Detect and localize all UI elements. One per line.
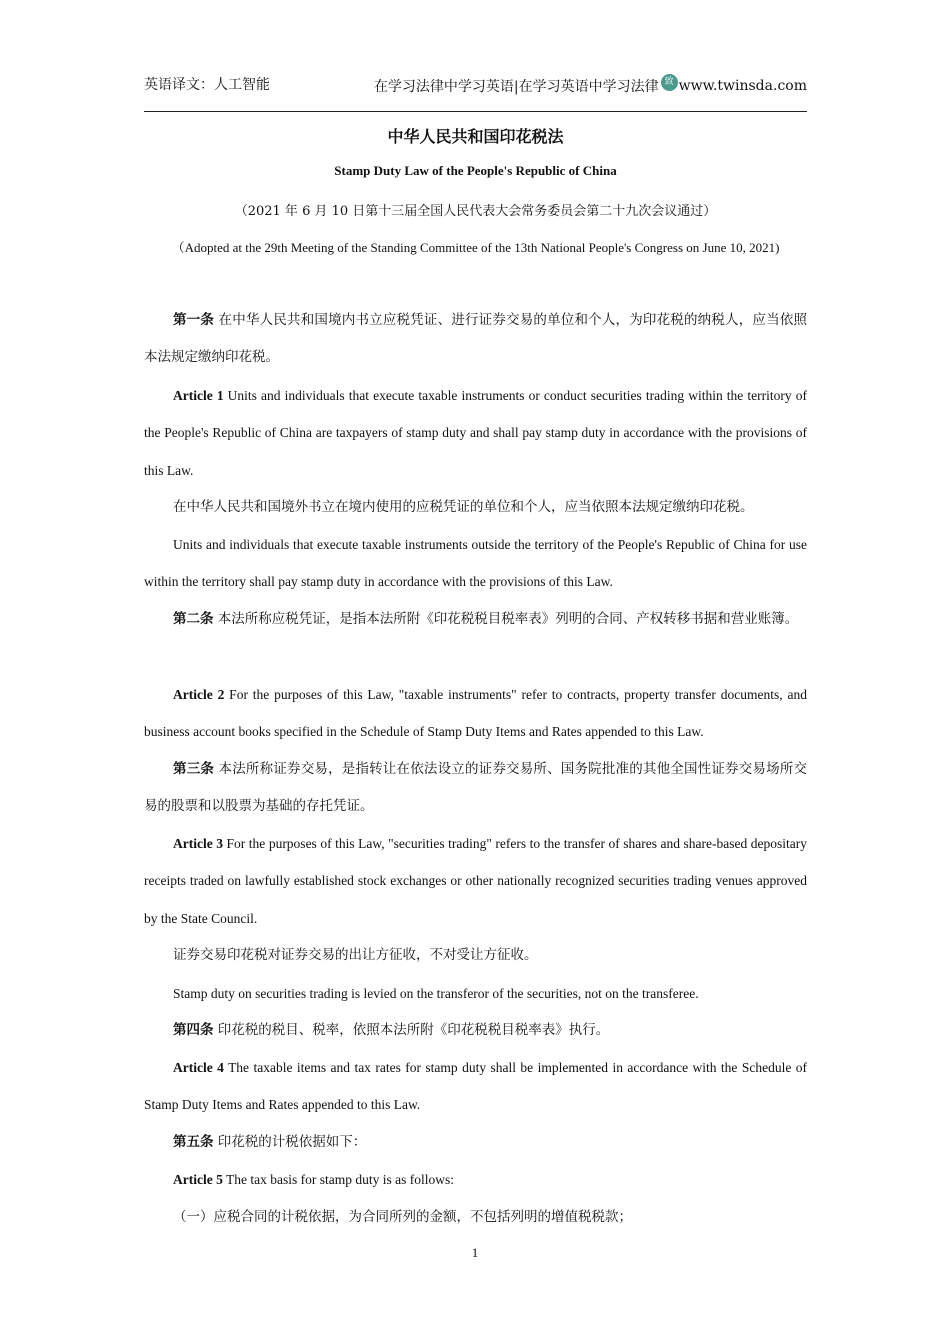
header-category: 英语译文：人工智能 <box>144 77 270 93</box>
page-number: 1 <box>471 1245 479 1260</box>
paragraph-3-2-en: Stamp duty on securities trading is levied on the transferor of the securities, not on the transferee. <box>173 986 699 1001</box>
adopted-note-en: （Adopted at the 29th Meeting of the Standing Committee of the 13th National People's Congress on June 10, 2021) <box>171 240 780 255</box>
paragraph-1-2-cn: 在中华人民共和国境外书立在境内使用的应税凭证的单位和个人，应当依照本法规定缴纳印花税。 <box>173 499 754 515</box>
paragraph-article-5-cn: 第五条 印花税的计税依据如下： <box>173 1134 367 1150</box>
paragraph-article-1-cn: 第一条 在中华人民共和国境内书立应税凭证、进行证券交易的单位和个人，为印花税的纳税人，应当依照本法规定缴纳印花税。 <box>144 312 808 366</box>
page-header <box>144 70 807 96</box>
paragraph-article-3-en: Article 3 For the purposes of this Law, "securities trading" refers to the transfer of shares and share-based depositary receipts traded on lawfully established stock exchanges or other nationally recognized securities trading venues approved by the State Council. <box>144 836 807 926</box>
title-en: Stamp Duty Law of the People's Republic of China <box>334 163 617 178</box>
paragraph-article-3-cn: 第三条 本法所称证券交易，是指转让在依法设立的证券交易所、国务院批准的其他全国性证券交易场所交易的股票和以股票为基础的存托凭证。 <box>144 761 808 815</box>
paragraph-article-4-cn: 第四条 印花税的税目、税率，依照本法所附《印花税税目税率表》执行。 <box>173 1022 610 1038</box>
header-url-link[interactable]: www.twinsda.com <box>678 77 807 94</box>
header-slogan <box>374 74 807 97</box>
title-cn: 中华人民共和国印花税法 <box>387 127 564 146</box>
adopted-note-cn: （2021 年 6 月 10 日第十三届全国人民代表大会常务委员会第二十九次会议通过） <box>234 204 717 219</box>
paragraph-1-2-en: Units and individuals that execute taxable instruments outside the territory of the People's Republic of China for use within the territory shall pay stamp duty in accordance with the provisions of this Law. <box>144 537 807 590</box>
header-slogan-text: 在学习法律中学习英语|在学习英语中学习法律 <box>373 78 659 95</box>
paragraph-article-4-en: Article 4 The taxable items and tax rates for stamp duty shall be implemented in accordance with the Schedule of Stamp Duty Items and Rates appended to this Law. <box>144 1060 807 1113</box>
paragraph-article-1-en: Article 1 Units and individuals that execute taxable instruments or conduct securities trading within the territory of the People's Republic of China are taxpayers of stamp duty and shall pay stamp duty in accordance with the provisions of this Law. <box>144 388 807 478</box>
paragraph-3-2-cn: 证券交易印花税对证券交易的出让方征收，不对受让方征收。 <box>173 947 538 963</box>
paragraph-article-5-en: Article 5 The tax basis for stamp duty is as follows: <box>173 1172 454 1187</box>
header-divider <box>144 111 807 112</box>
paragraph-article-2-en: Article 2 For the purposes of this Law, "taxable instruments" refer to contracts, property transfer documents, and business account books specified in the Schedule of Stamp Duty Items and Rates appended to this Law. <box>144 687 807 740</box>
paragraph-5-item-1-cn: （一）应税合同的计税依据，为合同所列的金额，不包括列明的增值税税款； <box>173 1209 632 1225</box>
paragraph-article-2-cn: 第二条 本法所称应税凭证，是指本法所附《印花税税目税率表》列明的合同、产权转移书据和营业账簿。 <box>173 611 799 627</box>
twinsda-logo-icon: 致 <box>661 74 678 91</box>
